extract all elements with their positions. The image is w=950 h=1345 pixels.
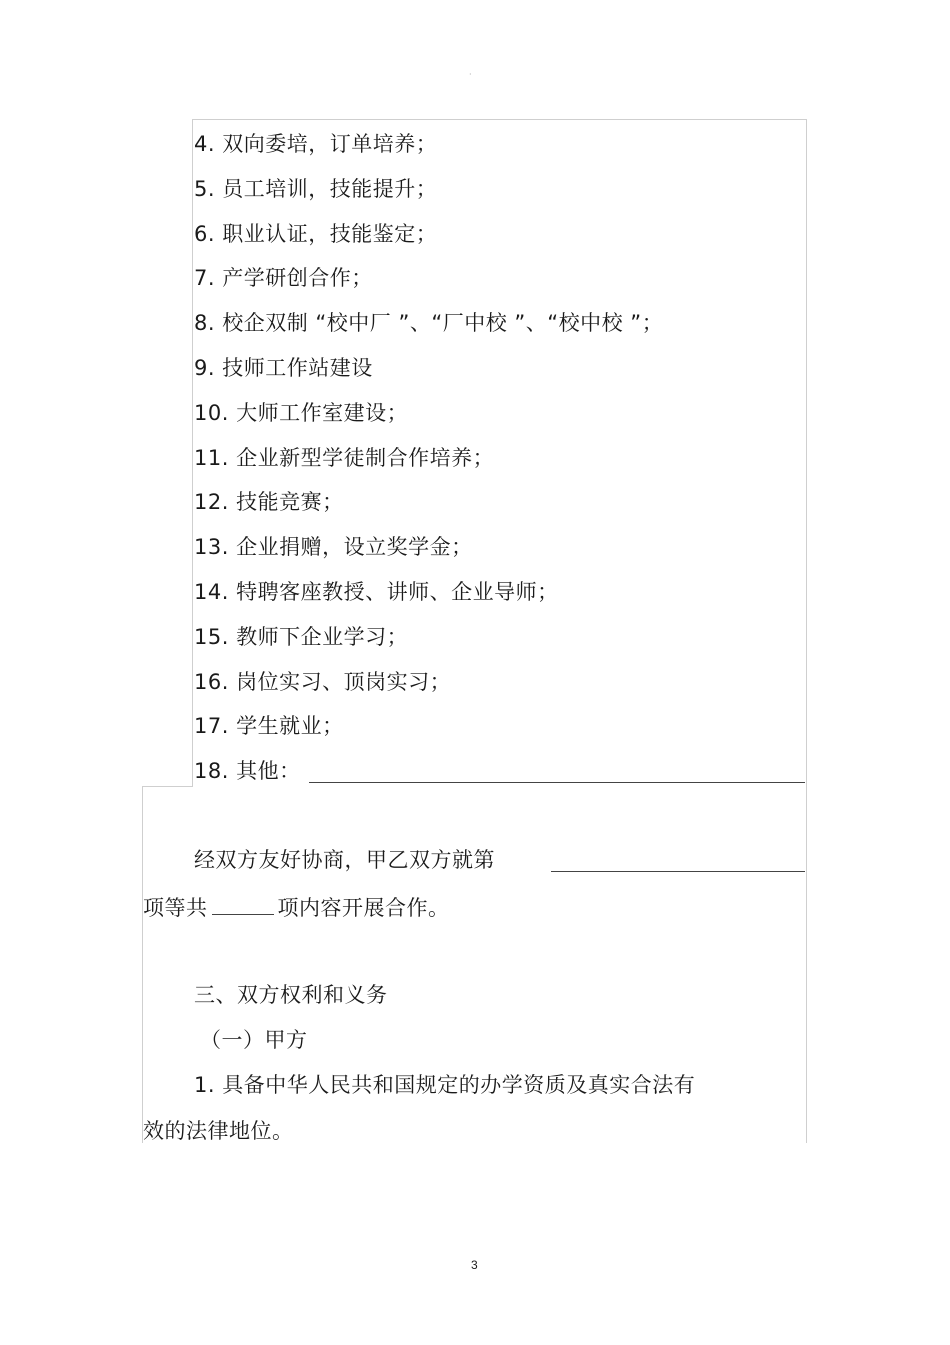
page-number: 3 [471,1258,478,1272]
list-item: 15. 教师下企业学习； [194,625,409,649]
table-top-border [192,119,807,120]
list-item: 14. 特聘客座教授、讲师、企业导师； [194,580,559,604]
list-item: 8. 校企双制 “校中厂 ”、“厂中校 ”、“校中校 ”； [194,311,664,335]
agreement-line-2-after: 项内容开展合作。 [277,896,450,920]
agreement-line-2-before: 项等共 [143,896,208,920]
outer-left-border [142,786,143,1143]
clause-1-line-2: 效的法律地位。 [143,1119,294,1143]
agreement-line-2 [143,893,450,923]
list-item: 5. 员工培训，技能提升； [194,177,438,201]
list-item: 9. 技师工作站建设 [194,356,373,380]
clause-1-line-1: 1. 具备中华人民共和国规定的办学资质及真实合法有 [194,1073,696,1097]
table-bottom-left-border [142,786,193,787]
list-item: 7. 产学研创合作； [194,266,373,290]
list-item: 6. 职业认证，技能鉴定； [194,222,438,246]
list-item: 18. 其他： [194,759,301,783]
agreement-line-1: 经双方友好协商，甲乙双方就第 [194,848,495,872]
header-mark: · [469,70,472,79]
table-right-border [806,119,807,1143]
list-item: 11. 企业新型学徒制合作培养； [194,446,495,470]
list-item: 16. 岗位实习、顶岗实习； [194,670,452,694]
list-item: 12. 技能竞赛； [194,490,344,514]
list-item: 4. 双向委培，订单培养； [194,132,438,156]
list-item: 13. 企业捐赠，设立奖学金； [194,535,473,559]
table-left-border [192,119,193,786]
other-blank-line[interactable] [309,782,805,783]
list-item: 10. 大师工作室建设； [194,401,409,425]
list-item: 17. 学生就业； [194,714,344,738]
subsection-heading: （一）甲方 [200,1028,308,1052]
section-heading: 三、双方权利和义务 [194,983,388,1007]
item-count-blank[interactable] [212,894,274,915]
item-numbers-blank[interactable] [551,871,805,872]
